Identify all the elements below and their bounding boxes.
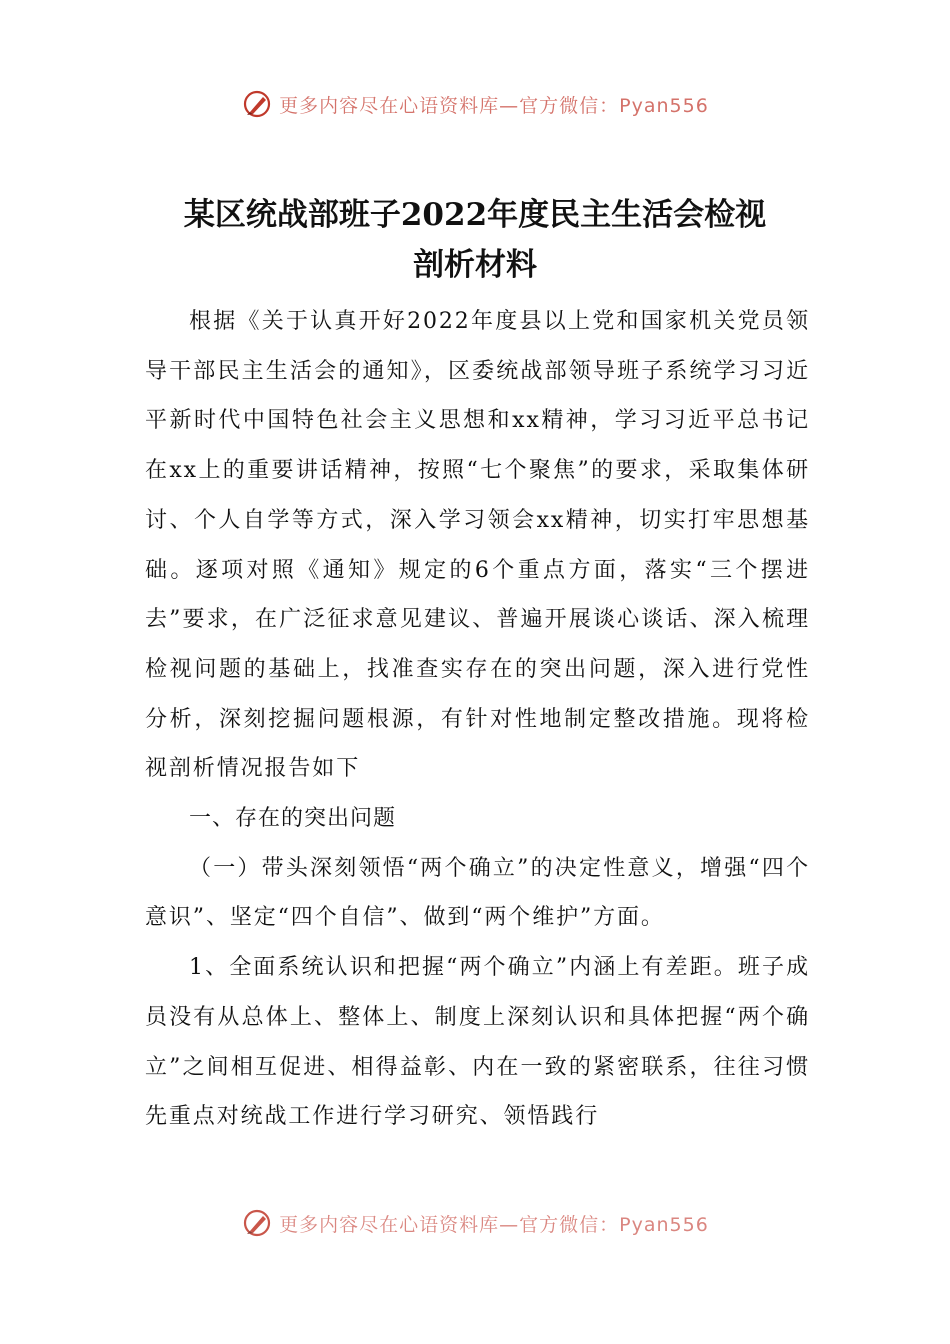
- watermark-footer: [0, 1207, 950, 1239]
- intro-paragraph: 根据《关于认真开好2022年度县以上党和国家机关党员领导干部民主生活会的通知》，区委统战部领导班子系统学习习近平新时代中国特色社会主义思想和xx精神，学习习近平总书记在xx上的重要讲话精神，按照“七个聚焦”的要求，采取集体研讨、个人自学等方式，深入学习领会xx精神，切实打牢思想基础。逐项对照《通知》规定的6个重点方面，落实“三个摆进去”要求，在广泛征求意见建议、普遍开展谈心谈话、深入梳理检视问题的基础上，找准查实存在的突出问题，深入进行党性分析，深刻挖掘问题根源，有针对性地制定整改措施。现将检视剖析情况报告如下: [145, 309, 810, 782]
- document-title: [120, 190, 830, 290]
- title-line-1: 某区统战部班子2022年度民主生活会检视: [183, 197, 767, 233]
- item-paragraph: 1、全面系统认识和把握“两个确立”内涵上有差距。班子成员没有从总体上、整体上、制度上深刻认识和具体把握“两个确立”之间相互促进、相得益彰、内在一致的紧密联系，往往习惯先重点对统战工作进行学习研究、领悟践行: [145, 955, 810, 1130]
- title-line-2: 剖析材料: [413, 247, 537, 283]
- pen-logo-icon: [241, 1207, 273, 1239]
- watermark-text: 更多内容尽在心语资料库—官方微信：Pyan556: [279, 1213, 709, 1236]
- section-heading: 一、存在的突出问题: [189, 806, 397, 832]
- pen-logo-icon: [241, 88, 273, 120]
- document-body: [145, 297, 810, 1142]
- subsection-heading: （一）带头深刻领悟“两个确立”的决定性意义，增强“四个意识”、坚定“四个自信”、做到“两个维护”方面。: [145, 855, 810, 931]
- watermark-text: 更多内容尽在心语资料库—官方微信：Pyan556: [279, 94, 709, 117]
- watermark-header: [0, 86, 950, 122]
